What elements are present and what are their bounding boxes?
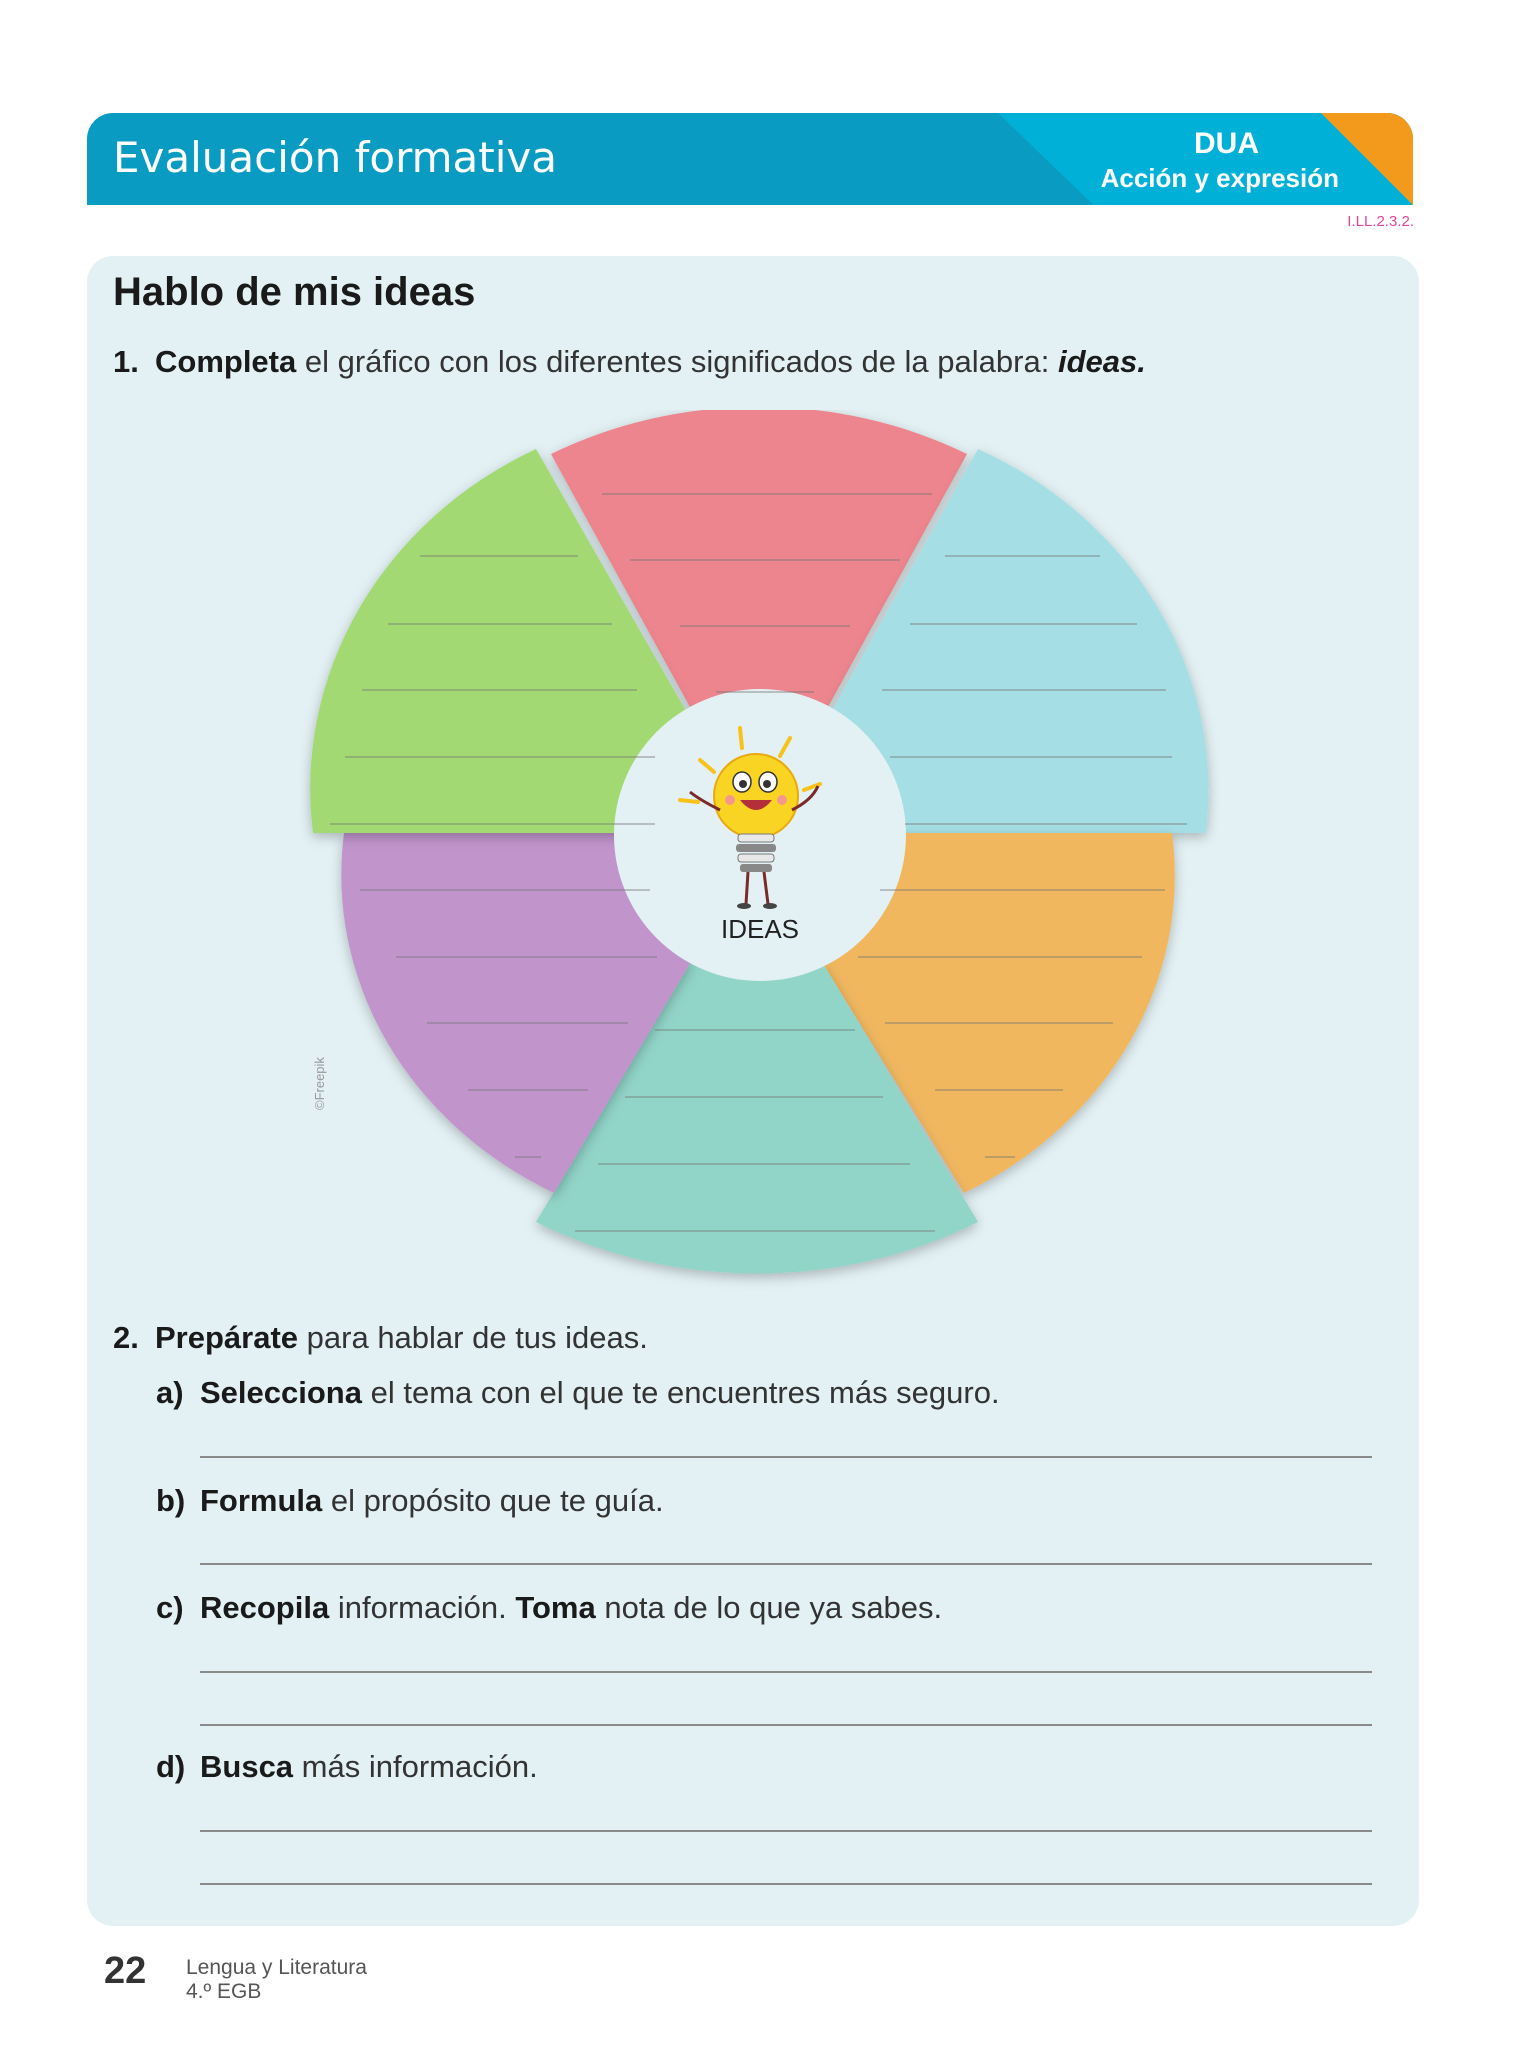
- subquestion-verb-2: Toma: [515, 1590, 596, 1625]
- question-number: 1.: [113, 344, 139, 379]
- question-1: [113, 344, 1146, 380]
- subquestion-c: [156, 1590, 942, 1626]
- center-label: IDEAS: [720, 914, 800, 944]
- question-2: [113, 1320, 648, 1356]
- ideas-wheel: [300, 410, 1220, 1290]
- subquestion-b: [156, 1483, 664, 1519]
- page-number: 22: [104, 1950, 147, 1992]
- subquestion-verb: Recopila: [200, 1590, 330, 1625]
- header-banner: [87, 113, 1413, 205]
- question-text: para hablar de tus ideas.: [306, 1320, 648, 1355]
- subquestion-letter: b): [156, 1483, 186, 1518]
- answer-line-c1[interactable]: [200, 1671, 1372, 1673]
- answer-line-d2[interactable]: [200, 1883, 1372, 1885]
- subquestion-verb: Formula: [200, 1483, 323, 1518]
- subquestion-a: [156, 1375, 1000, 1411]
- question-keyword: ideas.: [1057, 344, 1146, 379]
- grade-level: 4.º EGB: [186, 1980, 262, 2003]
- answer-line-d1[interactable]: [200, 1830, 1372, 1832]
- subquestion-text-2: nota de lo que ya sabes.: [604, 1590, 943, 1625]
- footer-subject: [186, 1956, 367, 2004]
- subquestion-text: información.: [337, 1590, 507, 1625]
- subquestion-text: más información.: [301, 1749, 538, 1784]
- question-number: 2.: [113, 1320, 139, 1355]
- dua-title: DUA: [1194, 127, 1259, 160]
- image-credit: ©Freepik: [312, 1057, 327, 1110]
- subject-name: Lengua y Literatura: [186, 1956, 367, 1979]
- subquestion-letter: c): [156, 1590, 184, 1625]
- subquestion-letter: a): [156, 1375, 184, 1410]
- question-text: el gráfico con los diferentes significados de la palabra:: [304, 344, 1050, 379]
- answer-line-b[interactable]: [200, 1563, 1372, 1565]
- subquestion-text: el propósito que te guía.: [330, 1483, 664, 1518]
- subquestion-letter: d): [156, 1749, 186, 1784]
- skill-code: I.LL.2.3.2.: [1347, 213, 1414, 230]
- subquestion-verb: Busca: [200, 1749, 294, 1784]
- answer-line-a[interactable]: [200, 1456, 1372, 1458]
- dua-subtitle: Acción y expresión: [1100, 163, 1339, 193]
- question-verb: Completa: [155, 344, 297, 379]
- section-title: Hablo de mis ideas: [113, 270, 476, 314]
- answer-line-c2[interactable]: [200, 1724, 1372, 1726]
- subquestion-verb: Selecciona: [200, 1375, 362, 1410]
- question-verb: Prepárate: [155, 1320, 299, 1355]
- subquestion-d: [156, 1749, 538, 1785]
- subquestion-text: el tema con el que te encuentres más seguro.: [370, 1375, 1000, 1410]
- header-title: Evaluación formativa: [113, 133, 557, 182]
